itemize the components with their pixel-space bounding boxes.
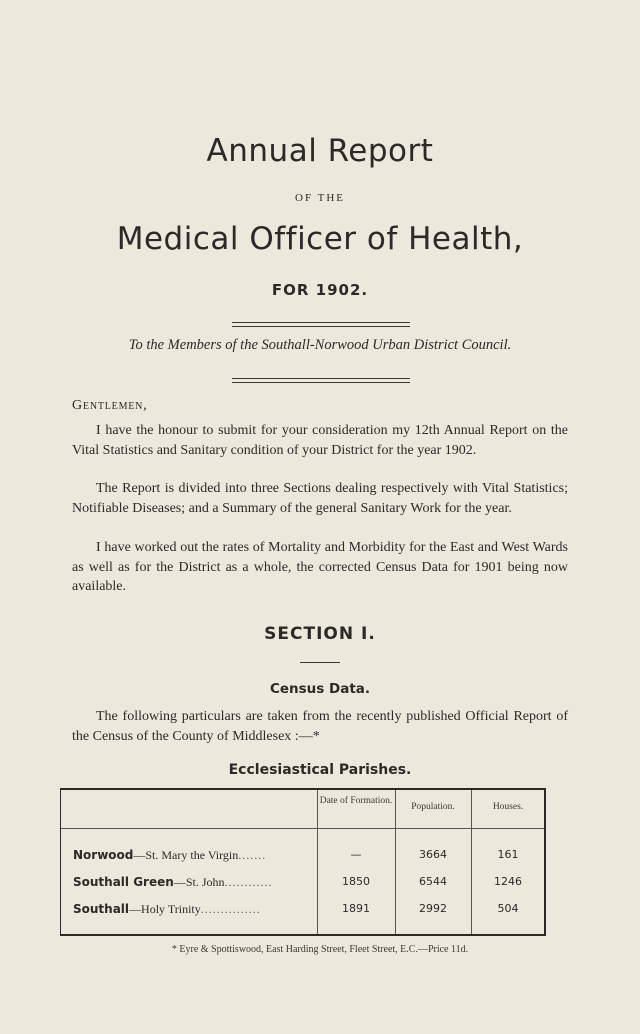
paragraph-3: I have worked out the rates of Mortality and Morbidity for the East and West Wards as well as for the District as a whole, the corrected Census Data for 1901 being now available. xyxy=(72,540,568,594)
paragraph-1: I have the honour to submit for your consideration my 12th Annual Report on the Vital Statistics and Sanitary condition of your District for the year 1902. xyxy=(72,423,568,458)
leader-dots: ....... xyxy=(238,848,267,862)
cell-population: 2992 xyxy=(419,902,447,915)
parish-church: —Holy Trinity xyxy=(129,902,201,916)
table-title: Ecclesiastical Parishes. xyxy=(228,762,412,778)
census-heading: Census Data. xyxy=(269,681,371,697)
address-line: To the Members of the Southall-Norwood Urban District Council. xyxy=(128,337,512,353)
parish-name xyxy=(73,902,318,917)
paragraph-2: The Report is divided into three Sections dealing respectively with Vital Statistics; Notifiable Diseases; and a Summary of the general Sanitary Work for the year. xyxy=(72,481,568,516)
leader-dots: ............ xyxy=(224,875,273,889)
place-name: Southall Green xyxy=(73,875,174,889)
header-population: Population. xyxy=(411,802,455,812)
section-heading: SECTION I. xyxy=(264,624,376,644)
cell-population: 6544 xyxy=(419,875,447,888)
divider-bottom xyxy=(232,378,410,383)
place-name: Southall xyxy=(73,902,130,916)
table-row xyxy=(61,875,544,899)
report-title: Annual Report xyxy=(206,133,434,169)
header-date: Date of Formation. xyxy=(319,796,393,806)
salutation: Gentlemen, xyxy=(72,398,148,413)
table-row xyxy=(61,902,544,926)
cell-houses: 1246 xyxy=(494,875,522,888)
footnote: * Eyre & Spottiswood, East Harding Street, Fleet Street, E.C.—Price 11d. xyxy=(171,944,469,955)
parish-church: —St. John xyxy=(173,875,225,889)
parish-name xyxy=(73,848,318,863)
cell-houses: 161 xyxy=(497,848,519,861)
section-divider xyxy=(300,662,340,663)
parish-table xyxy=(60,788,546,936)
census-intro: The following particulars are taken from the recently published Official Report of the Census of the County of Middlesex :—* xyxy=(72,709,568,744)
report-year: FOR 1902. xyxy=(271,281,369,299)
place-name: Norwood xyxy=(73,848,134,862)
parish-name xyxy=(73,875,318,890)
of-the-label: OF THE xyxy=(295,192,345,204)
table-header-divider xyxy=(61,828,544,829)
table-row xyxy=(61,848,544,872)
cell-houses: 504 xyxy=(497,902,519,915)
cell-population: 3664 xyxy=(419,848,447,861)
report-subtitle: Medical Officer of Health, xyxy=(116,221,524,257)
divider-top xyxy=(232,322,410,327)
cell-date: — xyxy=(350,848,362,861)
leader-dots: ............... xyxy=(200,902,261,916)
cell-date: 1891 xyxy=(342,902,370,915)
parish-church: —St. Mary the Virgin xyxy=(133,848,239,862)
cell-date: 1850 xyxy=(342,875,370,888)
header-houses: Houses. xyxy=(492,802,524,812)
